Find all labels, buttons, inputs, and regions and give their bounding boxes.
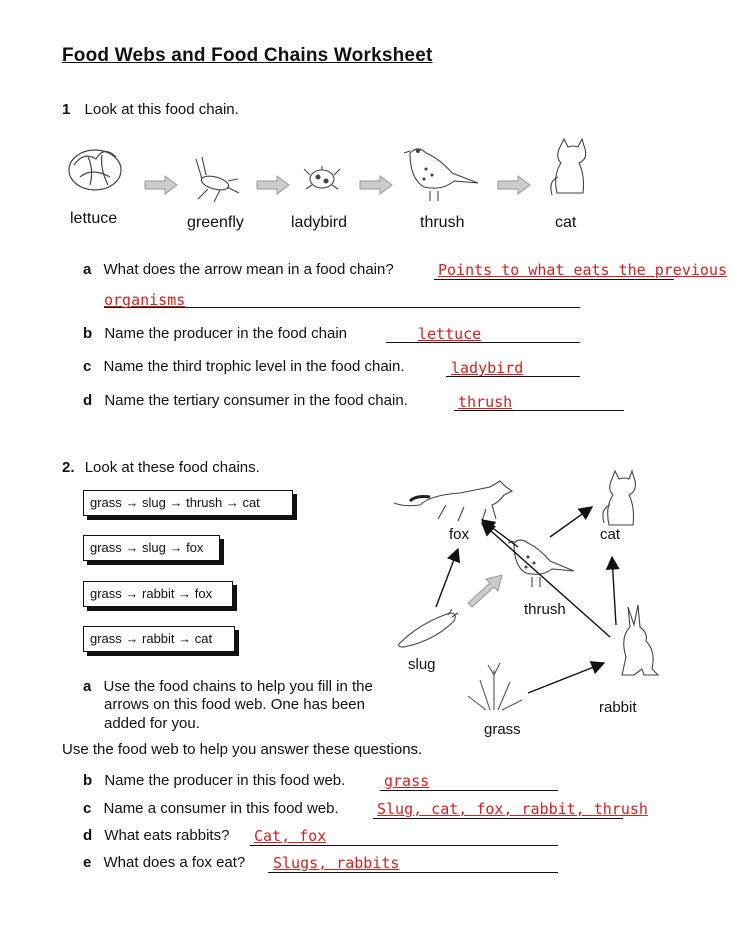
web-label-rabbit: rabbit bbox=[599, 699, 637, 716]
q2d-letter: d bbox=[83, 827, 93, 844]
label-greenfly: greenfly bbox=[187, 214, 244, 231]
q1a-question bbox=[83, 261, 394, 278]
chain-arrow-3 bbox=[360, 176, 392, 194]
web-label-cat: cat bbox=[600, 526, 621, 543]
slug-icon bbox=[399, 609, 458, 647]
q1d-letter: d bbox=[83, 392, 93, 409]
arrow-slug-fox bbox=[436, 549, 458, 607]
q2b-letter: b bbox=[83, 772, 93, 789]
q2-heading bbox=[62, 459, 260, 476]
q2a-letter: a bbox=[83, 678, 92, 695]
grass-icon bbox=[468, 663, 522, 710]
q1-heading bbox=[62, 101, 239, 118]
arrow-thrush-fox bbox=[482, 520, 518, 547]
chain-arrow-1 bbox=[145, 176, 177, 194]
thrush-icon bbox=[404, 149, 478, 201]
q1-prompt: Look at this food chain. bbox=[84, 101, 239, 118]
q2e-letter: e bbox=[83, 854, 92, 871]
q1c-question bbox=[83, 358, 405, 375]
ladybird-icon bbox=[304, 166, 340, 189]
chain-box-2: grass → slug → fox bbox=[83, 535, 220, 561]
q1a-text: What does the arrow mean in a food chain? bbox=[103, 261, 394, 278]
cat-icon bbox=[551, 139, 586, 195]
q1-number: 1 bbox=[62, 101, 71, 118]
q2b-question bbox=[83, 772, 345, 789]
chain-box-1: grass → slug → thrush → cat bbox=[83, 490, 293, 516]
q1a-answer-2: organisms bbox=[104, 291, 186, 309]
q1a-answer-line-1[interactable] bbox=[434, 279, 674, 280]
q2a-question bbox=[83, 677, 373, 696]
chain-box-4: grass → rabbit → cat bbox=[83, 626, 235, 652]
chain-arrow-2 bbox=[257, 176, 289, 194]
greenfly-icon bbox=[196, 157, 239, 202]
q2c-answer-line[interactable] bbox=[373, 818, 623, 819]
q1b-letter: b bbox=[83, 325, 93, 342]
q2e-answer: Slugs, rabbits bbox=[273, 854, 400, 872]
label-thrush: thrush bbox=[420, 214, 465, 231]
q2c-question bbox=[83, 800, 339, 817]
q2e-text: What does a fox eat? bbox=[103, 854, 246, 871]
q2d-question bbox=[83, 827, 229, 844]
q1c-answer: ladybird bbox=[451, 359, 524, 377]
label-lettuce: lettuce bbox=[70, 210, 118, 227]
web-label-slug: slug bbox=[408, 656, 436, 673]
q1d-question bbox=[83, 392, 408, 409]
q1a-letter: a bbox=[83, 261, 92, 278]
label-cat: cat bbox=[555, 214, 577, 231]
web-label-grass: grass bbox=[484, 721, 521, 738]
q1b-text: Name the producer in the food chain bbox=[104, 325, 347, 342]
q1c-text: Name the third trophic level in the food chain. bbox=[103, 358, 405, 375]
q2b-answer-line[interactable] bbox=[380, 790, 558, 791]
q1d-text: Name the tertiary consumer in the food chain. bbox=[104, 392, 408, 409]
q2-number: 2. bbox=[62, 459, 75, 476]
q1b-answer: lettuce bbox=[418, 325, 482, 343]
given-arrow bbox=[468, 575, 502, 607]
arrow-thrush-cat bbox=[550, 507, 592, 537]
page-title: Food Webs and Food Chains Worksheet bbox=[62, 45, 433, 66]
q2d-answer-line[interactable] bbox=[250, 845, 558, 846]
q2a-line-3: added for you. bbox=[104, 715, 200, 732]
food-web-diagram bbox=[390, 465, 690, 735]
rabbit-icon bbox=[622, 605, 658, 675]
chain-arrow-4 bbox=[498, 176, 530, 194]
q2a-line-1: Use the food chains to help you fill in the bbox=[103, 678, 373, 695]
q2c-text: Name a consumer in this food web. bbox=[103, 800, 339, 817]
q1a-answer-1: Points to what eats the previous bbox=[438, 261, 727, 279]
q2a-line-2: arrows on this food web. One has been bbox=[104, 696, 365, 713]
q2d-text: What eats rabbits? bbox=[104, 827, 230, 844]
q1c-letter: c bbox=[83, 358, 92, 375]
web-cat-icon bbox=[603, 471, 636, 525]
q1b-question bbox=[83, 325, 347, 342]
arrow-grass-rabbit bbox=[528, 663, 604, 693]
lettuce-icon bbox=[69, 150, 121, 190]
q2-prompt: Look at these food chains. bbox=[84, 459, 260, 476]
food-chain-illustration bbox=[60, 135, 600, 210]
label-ladybird: ladybird bbox=[291, 214, 348, 231]
web-label-fox: fox bbox=[449, 526, 470, 543]
chain-box-3: grass → rabbit → fox bbox=[83, 581, 233, 607]
q1d-answer: thrush bbox=[458, 393, 513, 411]
q1b-answer-line[interactable] bbox=[386, 342, 580, 343]
q2d-answer: Cat, fox bbox=[254, 827, 327, 845]
q2e-question bbox=[83, 854, 245, 871]
q2c-answer: Slug, cat, fox, rabbit, thrush bbox=[377, 800, 648, 818]
q2-instruction: Use the food web to help you answer these questions. bbox=[62, 741, 423, 758]
fox-icon bbox=[394, 481, 512, 521]
q2c-letter: c bbox=[83, 800, 92, 817]
q2b-answer: grass bbox=[384, 772, 430, 790]
q2e-answer-line[interactable] bbox=[268, 872, 558, 873]
arrow-rabbit-cat bbox=[612, 557, 616, 625]
web-label-thrush: thrush bbox=[524, 601, 566, 618]
q2b-text: Name the producer in this food web. bbox=[104, 772, 346, 789]
